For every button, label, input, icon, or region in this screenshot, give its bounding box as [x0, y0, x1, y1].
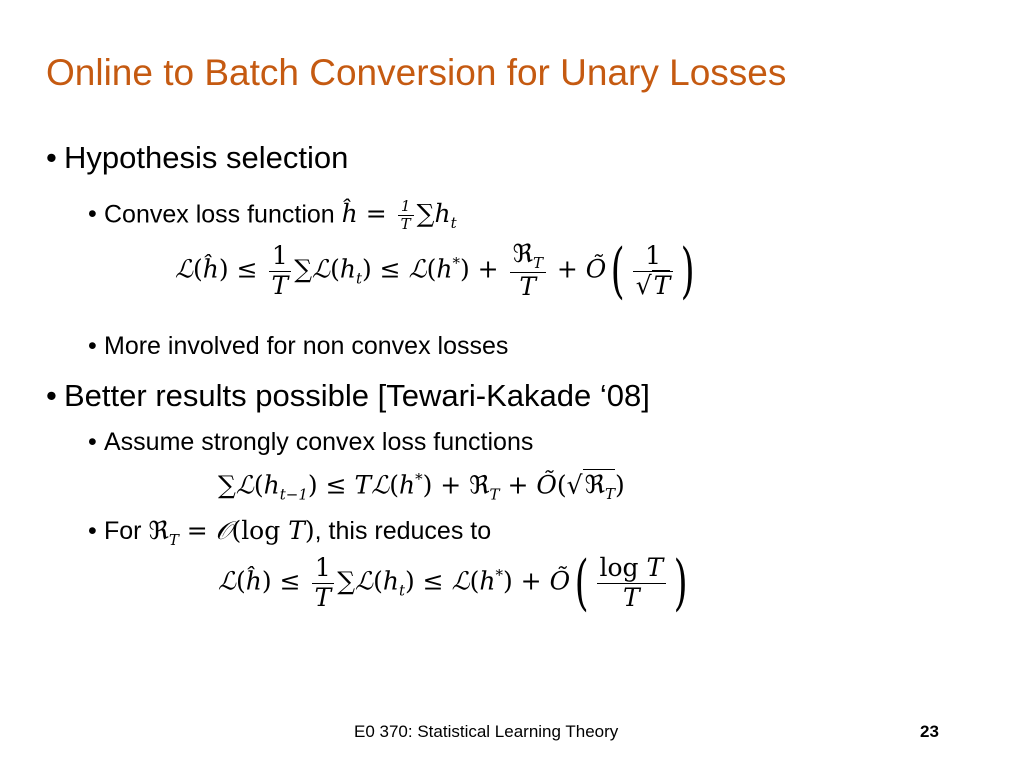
bullet-dot: • [88, 428, 97, 456]
bullet-text: Better results possible [Tewari-Kakade ‘08] [64, 378, 650, 413]
equation-log-bound: ℒ(ĥ) ≤ $\frac{1}{T}$ $\sum ℒ(h_t)$ ≤ ℒ(h*) + Õ( $\frac{\text{log T}}{T}$ ) [218, 548, 688, 618]
formula-h-hat: ĥ = $\frac{1}{T}$ $\sum h_t$ [341, 197, 457, 234]
bullet-dot: • [88, 332, 97, 360]
subbullet-non-convex [88, 332, 508, 361]
bullet-text: More involved for non convex losses [104, 332, 509, 360]
equation-convex-bound: ℒ(ĥ) ≤ $\frac{1}{T}$ $\sum ℒ(h_t)$ ≤ ℒ(h*) + $\frac{ℜ_T}{T}$ + Õ( $\frac{1}{√T}$ ) [175, 236, 696, 306]
formula-regret-log: ℜ$_T$ = 𝒪(log T) [148, 516, 315, 549]
subbullet-for-log [88, 516, 491, 549]
page-title: Online to Batch Conversion for Unary Losses [46, 52, 787, 93]
subbullet-convex-loss [88, 198, 457, 234]
equation-regret-bound: $\sum ℒ(h_{t-1})$ ≤ Tℒ(h*) + ℜ$_T$ + Õ(√ℜ$_T$) [218, 470, 625, 504]
page-number: 23 [920, 722, 939, 741]
bullet-better-results [46, 378, 650, 414]
footer-course: E0 370: Statistical Learning Theory [354, 722, 619, 741]
bullet-dot: • [46, 140, 57, 175]
subbullet-strongly-convex [88, 428, 533, 457]
bullet-hypothesis-selection [46, 140, 348, 176]
bullet-text: Hypothesis selection [64, 140, 349, 175]
bullet-text-prefix: For [104, 517, 142, 545]
bullet-dot: • [88, 200, 97, 229]
bullet-text: Convex loss function [104, 200, 335, 229]
bullet-dot: • [88, 517, 97, 545]
bullet-text: Assume strongly convex loss functions [104, 428, 534, 456]
bullet-dot: • [46, 378, 57, 413]
bullet-text-suffix: , this reduces to [314, 517, 492, 545]
